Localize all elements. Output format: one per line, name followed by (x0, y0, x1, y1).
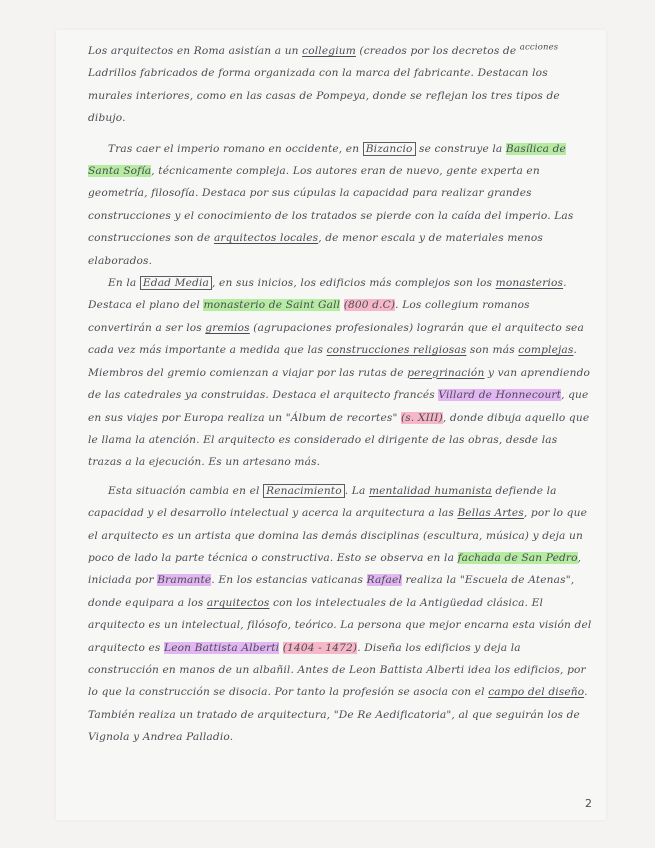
text: , iniciada por (88, 551, 582, 587)
text: , donde dibuja aquello que le llama la atención. El arquitecto es considerado el dirigente de las obras, desde las trazas a la ejecución. Es un artesano más. (88, 411, 590, 469)
term-construcciones-religiosas: construcciones religiosas (326, 344, 467, 357)
term-arquitectos: arquitectos (206, 596, 270, 609)
text: Los arquitectos en Roma asistían a un (88, 45, 303, 57)
text: . La (344, 484, 369, 497)
text: , técnicamente compleja. Los autores eran de nuevo, gente experta en geometría, filosofía. Destaca por sus cúpulas la capacidad para realizar grandes construcciones y el conocimiento de los tratados se pierde con la caída del imperio. Las construcciones son de (88, 165, 574, 245)
text: . También realiza un tratado de arquitectura, "De Re Aedificatoria", al que seguirán los de Vignola y Andrea Palladio. (88, 686, 588, 744)
paragraph-bizancio (88, 138, 594, 272)
date-alberti: (1404 - 1472) (282, 641, 358, 654)
term-fachada-san-pedro: fachada de San Pedro (457, 551, 578, 564)
text: defiende la capacidad y el desarrollo intelectual y acerca la arquitectura a las (88, 484, 557, 520)
term-mentalidad-humanista: mentalidad humanista (368, 484, 492, 497)
text: En la (108, 277, 140, 290)
term-alberti: Leon Battista Alberti (164, 641, 280, 654)
page-number: 2 (585, 797, 592, 810)
text: (agrupaciones profesionales) lograrán que el arquitecto sea cada vez más importante a medida que las (88, 321, 584, 357)
date-s-xiii: (s. XIII) (401, 411, 443, 424)
term-rafael: Rafael (366, 574, 402, 587)
text: , en sus inicios, los edificios más complejos son los (212, 277, 496, 290)
date-saint-gall: (800 d.C) (343, 299, 396, 312)
text: realiza la "Escuela de Atenas", donde equipara a los (88, 574, 575, 609)
text: Tras caer el imperio romano en occidente, en (108, 142, 363, 155)
text: se construye la (415, 142, 506, 155)
text: , por lo que el arquitecto es un artista que domina las demás disciplinas (escultura, música) y deja un poco de lado la parte técnica o constructiva. Esto se observa en la (88, 507, 588, 564)
paragraph-renacimiento (88, 480, 594, 749)
text: , de menor escala y de materiales menos elaborados. (88, 232, 544, 267)
handwritten-notes (56, 30, 606, 749)
text: con los intelectuales de la Antigüedad clásica. El arquitecto es un intelectual, filósofo, teórico. La persona que mejor encarna esta visión del arquitecto es (88, 596, 592, 654)
annotation-above: acciones (519, 42, 559, 53)
term-gremios: gremios (205, 321, 250, 334)
term-saint-gall: monasterio de Saint Gall (203, 299, 341, 312)
term-monasterios: monasterios (495, 277, 564, 290)
text: son más (466, 344, 519, 357)
term-bramante: Bramante (157, 574, 212, 587)
text: Esta situación cambia en el (108, 484, 264, 497)
text: . En los estancias vaticanas (211, 574, 367, 587)
notebook-page (56, 30, 606, 820)
term-villard: Villard de Honnecourt (438, 389, 562, 402)
term-complejas: complejas (518, 344, 574, 357)
text: Ladrillos fabricados de forma organizada con la marca del fabricante. (88, 67, 478, 80)
text: . Destaca el plano del (88, 277, 567, 312)
term-collegium: collegium (302, 45, 356, 57)
term-bellas-artes: Bellas Artes (457, 507, 524, 520)
term-arquitectos-locales: arquitectos locales (213, 232, 319, 245)
text: . Los collegium romanos convertirán a ser los (88, 299, 530, 334)
text: , que en sus viajes por Europa realiza un "Álbum de recortes" (88, 389, 589, 424)
term-renacimiento: Renacimiento (263, 484, 345, 498)
paragraph-edad-media (88, 272, 594, 474)
term-edad-media: Edad Media (140, 276, 212, 290)
text: . Diseña los edificios y deja la construcción en manos de un albañil. Antes de Leon Battista Alberti idea los edificios, por lo que la construcción se disocia. Por tanto la profesión se asocia con el (88, 641, 586, 699)
text: y van aprendiendo de las catedrales ya construidas. Destaca el arquitecto francés (88, 366, 591, 402)
text: Destacan los murales interiores, como en las casas de Pompeya, donde se reflejan los tres tipos de dibujo. (88, 67, 560, 125)
text: . Miembros del gremio comienzan a viajar por las rutas de (88, 344, 578, 379)
term-bizancio: Bizancio (363, 142, 416, 156)
term-campo-del-diseno: campo del diseño (488, 686, 585, 699)
term-peregrinacion: peregrinación (407, 366, 485, 379)
paragraph-roma (88, 40, 594, 130)
term-santa-sofia: Basílica de Santa Sofía (88, 142, 566, 178)
text: (creados por los decretos de (355, 45, 520, 57)
